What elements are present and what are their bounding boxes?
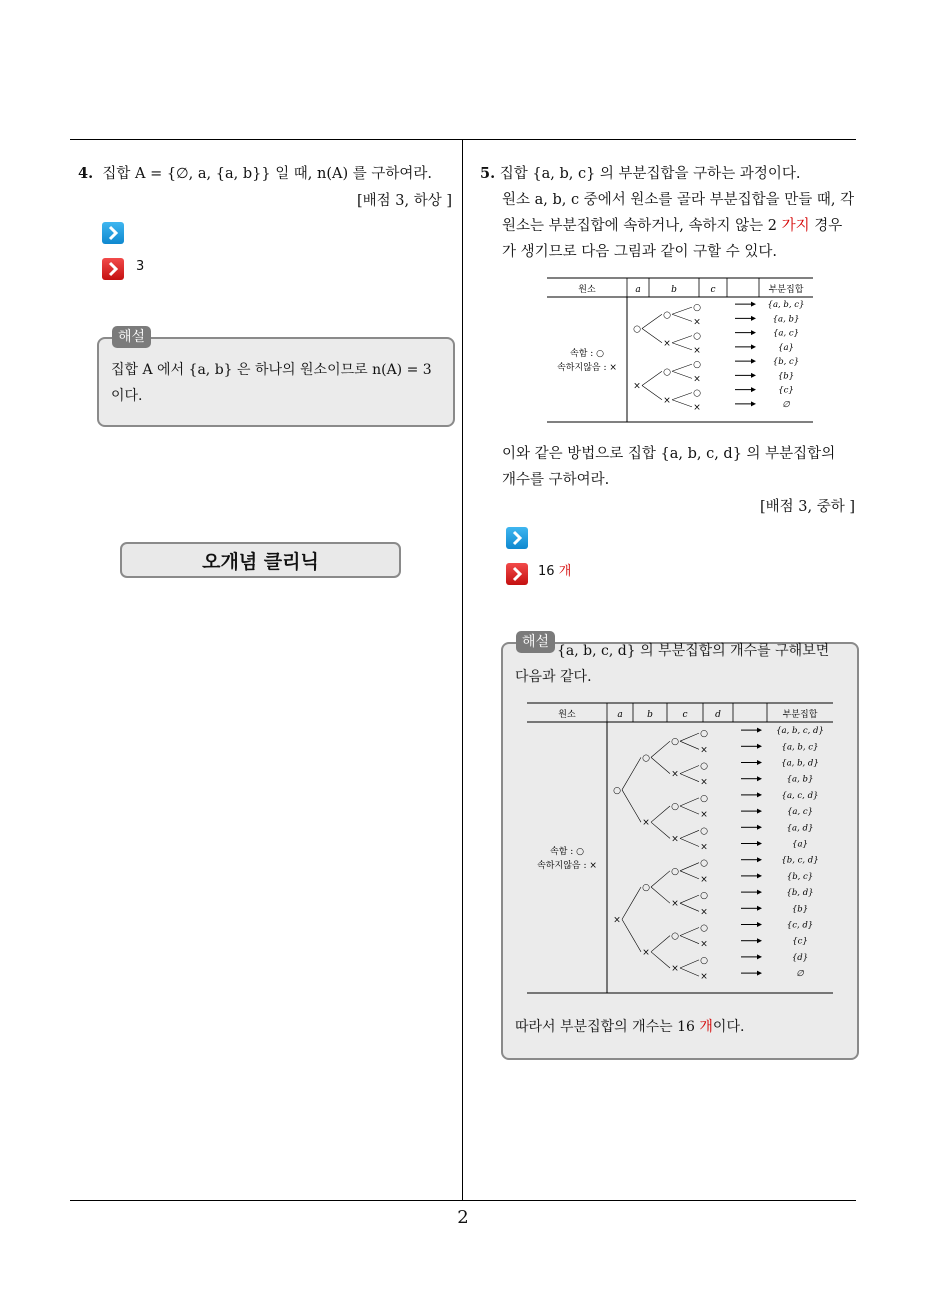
q5-line1 [480,161,800,187]
tree-branch [680,806,699,814]
q5-number: 5. [480,165,496,182]
table-header-label: 부분집합 [782,710,818,720]
subset-label: {a, b} [786,774,814,785]
table-header-label: b [647,710,653,720]
tree-branch [642,314,662,328]
page-number: 2 [457,1207,469,1228]
tree-branch [651,822,670,838]
table-legend-include: 속함 : ○ [570,349,604,359]
subset-arrow-head [757,857,762,862]
tree-branch [672,393,692,400]
tree-node-symbol: ○ [671,931,679,942]
subset-arrow-head [751,316,756,321]
subset-arrow-head [751,302,756,307]
subset-label: {a, b, c} [781,742,819,753]
top-rule [70,139,856,140]
tree-node-symbol: × [693,402,701,413]
subset-arrow-head [757,825,762,830]
q4-answer: 3 [136,259,145,274]
tree-branch [680,928,699,936]
tree-node-symbol: ○ [671,866,679,877]
subset-arrow-head [751,330,756,335]
q5-line3-end: 경우 [814,218,843,234]
tree-node-symbol: × [700,907,708,918]
tree-branch [651,887,670,903]
subset-label: ∅ [796,969,804,980]
subset-arrow-head [757,760,762,765]
subset-label: {a} [792,839,808,850]
tree-node-symbol: × [700,939,708,950]
subset-arrow-head [757,841,762,846]
q4-explanation-box [97,337,455,427]
q4-text [78,161,432,187]
tree-branch [680,936,699,944]
tree-node-symbol: ○ [693,303,701,314]
tree-branch [672,400,692,407]
subset-arrow-head [757,938,762,943]
q5-explain-line2: 다음과 같다. [515,669,592,685]
tree-branch [651,936,670,952]
q5-conclusion-start: 따라서 부분집합의 개수는 16 [515,1019,695,1035]
tree-node-symbol: × [613,915,621,926]
tree-branch [680,766,699,774]
subset-arrow-head [751,387,756,392]
tree-branch [680,863,699,871]
tree-branch [680,960,699,968]
tree-branch [680,838,699,846]
tree-node-symbol: ○ [700,729,708,740]
table-legend-exclude: 속하지않음 : × [537,861,597,871]
tree-node-symbol: ○ [700,793,708,804]
subset-arrow-head [751,344,756,349]
subset-arrow-head [757,728,762,733]
subset-label: {a} [778,342,794,353]
subset-label: {b, d} [786,888,814,899]
tree-node-symbol: × [663,395,671,406]
tree-node-symbol: × [642,818,650,829]
q5-answer [538,559,571,585]
tree-node-symbol: × [671,899,679,910]
tree-node-symbol: ○ [671,802,679,812]
tree-node-symbol: ○ [613,785,621,796]
tree-branch [622,919,641,951]
q5-line3-start: 원소는 부분집합에 속하거나, 속하지 않는 2 [502,218,777,234]
subset-label: {b, c, d} [781,855,819,866]
tree-node-symbol: × [633,381,641,392]
subset-arrow-head [757,954,762,959]
tree-branch [642,371,662,385]
tree-node-symbol: ○ [693,388,701,399]
answer-icon[interactable] [102,258,124,280]
tree-branch [651,952,670,968]
tree-node-symbol: × [700,972,708,983]
q5-explain-line1: {a, b, c, d} 의 부분집합의 개수를 구해보면 [557,643,830,659]
subset-arrow-head [751,373,756,378]
q4-explain-line2: 이다. [111,388,143,404]
subset-arrow-head [757,873,762,878]
tree-branch [642,386,662,400]
tree-node-symbol: × [693,345,701,356]
subset-label: {c} [778,385,794,396]
tree-node-symbol: × [700,777,708,788]
table-header-label: c [710,285,716,295]
q5-answer-unit: 개 [558,564,572,579]
subset-label: {a, b, c} [767,300,805,311]
tree-node-symbol: × [671,834,679,845]
tree-branch [680,895,699,903]
tree-branch [622,757,641,789]
tree-branch [651,871,670,887]
q5-line2: 원소 a, b, c 중에서 원소를 골라 부분집합을 만들 때, 각 [502,192,855,208]
tree-node-symbol: ○ [642,883,650,893]
q4-question: 집합 A = {∅, a, {a, b}} 일 때, n(A) 를 구하여라. [102,166,433,182]
tree-node-symbol: × [671,769,679,780]
q5-explain-tag: 해설 [516,631,555,653]
subset-label: {c, d} [786,920,814,931]
show-hint-icon[interactable] [506,527,528,549]
q5-conclusion [515,1014,744,1040]
q5-answer-num: 16 [538,564,555,579]
tree-branch [672,364,692,371]
subset-label: {b, c} [772,357,800,368]
tree-branch [651,741,670,757]
tree-node-symbol: × [693,317,701,328]
q4-score: [배점 3, 하상 ] [357,193,453,209]
q5-explanation-box [501,642,859,1060]
subset-label: {a, b} [772,314,800,325]
q5-line3 [502,213,842,239]
subset-arrow-head [757,890,762,895]
subset-arrow-head [757,809,762,814]
q5-question: 집합 {a, b, c} 의 부분집합을 구하는 과정이다. [499,166,801,182]
table-header-label: 부분집합 [768,285,804,295]
tree-node-symbol: ○ [693,360,701,371]
tree-branch [680,871,699,879]
tree-branch [672,307,692,314]
tree-branch [651,757,670,773]
tree-node-symbol: × [642,947,650,958]
q5-score: [배점 3, 중하 ] [760,499,856,515]
subset-arrow-head [751,359,756,364]
tree-node-symbol: ○ [700,761,708,772]
table-header-label: d [715,710,721,720]
table-legend-exclude: 속하지않음 : × [557,363,617,373]
tree-node-symbol: ○ [700,858,708,869]
tree-node-symbol: × [700,842,708,853]
tree-branch [680,830,699,838]
tree-branch [651,806,670,822]
concept-clinic-button[interactable]: 오개념 클리닉 [120,542,401,578]
tree-branch [672,336,692,343]
subset-label: {a, c, d} [781,790,819,801]
subset-tree-4-svg [527,702,833,994]
q4-number: 4. [78,165,94,182]
tree-node-symbol: ○ [700,923,708,934]
tree-branch [672,343,692,350]
answer-icon[interactable] [506,563,528,585]
subset-tree-table-4 [527,702,833,997]
tree-branch [642,329,662,343]
subset-arrow-head [757,792,762,797]
tree-node-symbol: ○ [642,753,650,764]
tree-node-symbol: × [700,874,708,885]
table-legend-include: 속함 : ○ [550,847,584,857]
tree-node-symbol: × [671,964,679,974]
subset-label: {d} [791,952,809,963]
subset-arrow-head [757,744,762,749]
table-header-label: a [635,285,641,295]
tree-node-symbol: ○ [663,310,671,321]
subset-tree-table-3 [547,277,813,426]
tree-node-symbol: × [663,338,671,349]
tree-node-symbol: × [693,374,701,385]
subset-arrow-head [751,401,756,406]
q5-line3-red: 가지 [781,218,810,234]
q5-conclusion-end: 이다. [712,1019,745,1035]
tree-node-symbol: × [700,810,708,821]
tree-branch [680,741,699,749]
subset-label: {a, c} [772,328,800,339]
q4-explain-tag: 해설 [112,326,151,348]
subset-arrow-head [757,922,762,927]
tree-node-symbol: ○ [700,955,708,966]
subset-label: {a, d} [786,823,814,834]
tree-node-symbol: ○ [671,737,679,748]
subset-arrow-head [757,906,762,911]
tree-branch [680,733,699,741]
tree-branch [672,371,692,378]
tree-branch [672,314,692,321]
show-hint-icon[interactable] [102,222,124,244]
tree-branch [680,774,699,782]
subset-label: {a, b, d} [781,758,819,769]
q5-after2: 개수를 구하여라. [502,472,610,488]
tree-branch [680,798,699,806]
q5-line4: 가 생기므로 다음 그림과 같이 구할 수 있다. [502,244,777,260]
q5-after1: 이와 같은 방법으로 집합 {a, b, c, d} 의 부분집합의 [502,446,836,462]
tree-node-symbol: ○ [633,324,641,335]
subset-arrow-head [757,971,762,976]
tree-node-symbol: ○ [693,331,701,342]
bottom-rule [70,1200,856,1201]
tree-branch [622,790,641,822]
subset-tree-3-svg [547,277,813,423]
subset-label: {c} [792,936,808,947]
subset-label: {b} [777,371,795,382]
tree-branch [622,887,641,919]
table-header-label: 원소 [578,285,596,295]
tree-node-symbol: ○ [663,367,671,378]
tree-branch [680,968,699,976]
table-header-label: a [617,710,623,720]
tree-branch [680,903,699,911]
subset-label: {b, c} [786,871,814,882]
q4-explain-line1: 집합 A 에서 {a, b} 은 하나의 원소이므로 n(A) = 3 [111,362,432,378]
subset-label: {b} [791,904,809,915]
table-header-label: b [671,285,677,295]
q5-conclusion-red: 개 [699,1019,713,1035]
column-divider [462,139,463,1201]
tree-node-symbol: × [700,745,708,756]
subset-label: {a, b, c, d} [776,726,824,737]
subset-label: ∅ [782,399,790,410]
table-header-label: 원소 [558,710,576,720]
tree-node-symbol: ○ [700,891,708,902]
table-header-label: c [682,710,688,720]
subset-label: {a, c} [786,807,814,818]
tree-node-symbol: ○ [700,826,708,837]
subset-arrow-head [757,776,762,781]
